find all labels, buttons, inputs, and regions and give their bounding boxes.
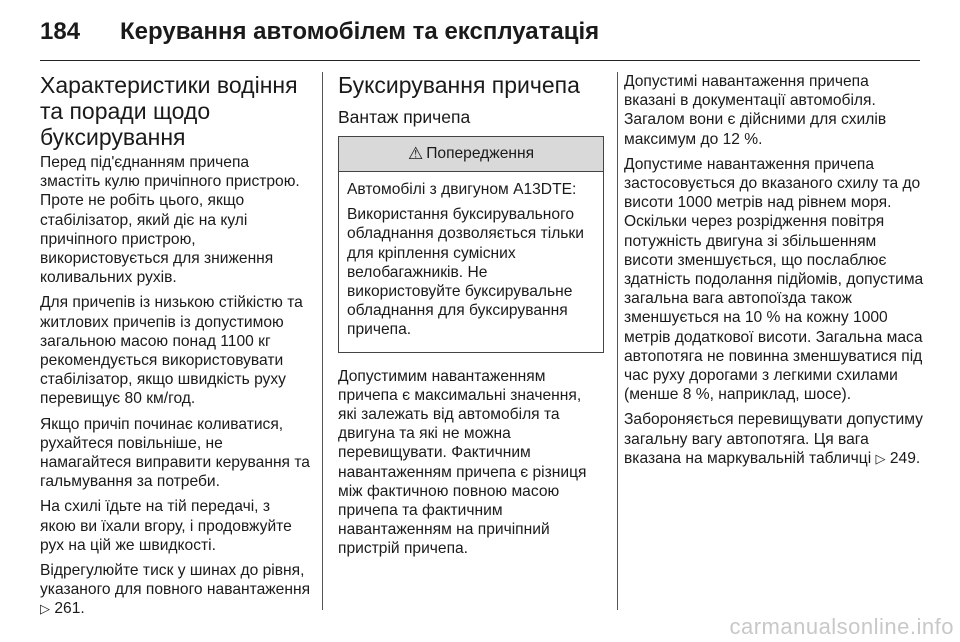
page-reference-icon: ▷ (40, 601, 50, 617)
subsection-heading: Вантаж причепа (338, 107, 471, 127)
column-right (624, 72, 924, 474)
column-divider (617, 72, 618, 610)
paragraph: Якщо причіп починає коливатися, рухайтеся повільніше, не намагайтеся виправити керування та гальмування за потреби. (40, 415, 310, 491)
warning-body (339, 172, 603, 352)
page-reference-icon: ▷ (875, 450, 886, 466)
warning-icon: ⚠ (407, 144, 424, 164)
section-heading: Буксирування причепа (338, 72, 580, 98)
page-reference-link[interactable]: 249. (889, 449, 921, 467)
page-number: 184 (40, 18, 81, 45)
warning-text: Автомобілі з двигуном A13DTE: (347, 181, 577, 198)
paragraph-text: Забороняється перевищувати допустиму загальну вагу автопотяга. Ця вага вказана на маркувальній табличці (624, 411, 923, 467)
warning-box (338, 136, 604, 353)
paragraph: На схилі їдьте на тій передачі, з якою ви їхали вгору, і продовжуйте рух на цій же швидкості. (40, 498, 292, 554)
header-rule (40, 60, 920, 61)
paragraph (40, 561, 310, 619)
paragraph (624, 410, 924, 468)
paragraph: Допустиме навантаження причепа застосовується до вказаного схилу та до висоти 1000 метрів над рівнем моря. Оскільки через розрідження повітря потужність двигуна зі збільшенням висоти зменшується, що послаблює здатність подолання підйомів, допустима загальна вага автопоїзда також зменшується на 10 % на кожну 1000 метрів додаткової висоти. Загальна маса автопотяга не повинна зменшуватися під час руху дорогами з легкими схилами (менше 8 %, наприклад, шосе). (624, 155, 924, 404)
paragraph: Допустимі навантаження причепа вказані в документації автомобіля. Загалом вони є дійсними для схилів максимум до 12 %. (624, 73, 887, 148)
paragraph: Для причепів із низькою стійкістю та житлових причепів із допустимою загальною масою понад 1100 кг рекомендується використовувати стабілізатор, якщо швидкість руху перевищує 80 км/год. (40, 294, 303, 408)
watermark: carmanualsonline.info (729, 614, 954, 639)
warning-text: Використання буксирувального обладнання дозволяється тільки для кріплення сумісних велобагажників. Не використовуйте буксирувальне обладнання для буксирування причепа. (347, 206, 584, 339)
warning-header (339, 137, 603, 172)
running-title: Керування автомобілем та експлуатація (120, 18, 600, 45)
paragraph: Допустимим навантаженням причепа є максимальні значення, які залежать від автомобіля та двигуна та які не можна перевищувати. Фактичним навантаженням причепа є різниця між фактичною повною масою причепа та фактичним навантаженням на причіпний пристрій причепа. (338, 367, 587, 558)
warning-title: Попередження (426, 145, 535, 163)
column-middle (338, 72, 604, 565)
paragraph-text: Відрегулюйте тиск у шинах до рівня, указаного для повного навантаження (40, 562, 311, 599)
page-header (40, 8, 920, 56)
paragraph: Перед під'єднанням причепа змастіть кулю причіпного пристрою. Проте не робіть цього, якщо стабілізатор, який діє на кулі причіпного пристрою, використовується для зниження коливальних рухів. (40, 154, 300, 287)
column-divider (322, 72, 323, 610)
page-reference-link[interactable]: 261. (54, 600, 85, 618)
section-heading: Характеристики водіння та поради щодо буксирування (40, 72, 298, 150)
column-left (40, 72, 310, 625)
